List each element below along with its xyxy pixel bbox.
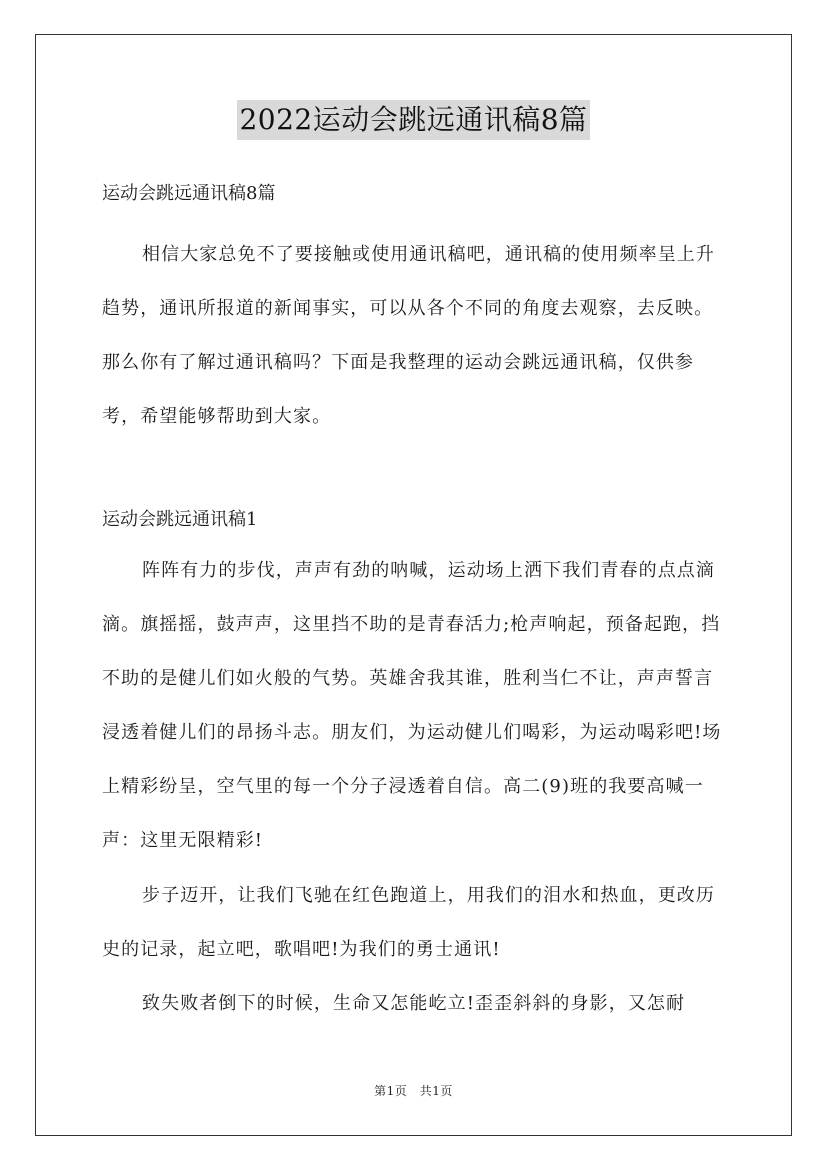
body-paragraph-2: 步子迈开，让我们飞驰在红色跑道上，用我们的泪水和热血，更改历史的记录，起立吧，歌唱吧!为我们的勇士通讯! — [102, 885, 715, 960]
section-heading: 运动会跳远通讯稿1 — [102, 509, 258, 530]
intro-paragraph: 相信大家总免不了要接触或使用通讯稿吧，通讯稿的使用频率呈上升趋势，通讯所报道的新闻事实，可以从各个不同的角度去观察，去反映。那么你有了解过通讯稿吗？下面是我整理的运动会跳远通讯稿，仅供参考，希望能够帮助到大家。 — [102, 244, 715, 427]
document-subtitle: 运动会跳远通讯稿8篇 — [102, 183, 276, 204]
body-paragraph-3: 致失败者倒下的时候，生命又怎能屹立!歪歪斜斜的身影，又怎耐 — [142, 993, 686, 1014]
body-paragraph-1: 阵阵有力的步伐，声声有劲的呐喊，运动场上洒下我们青春的点点滴滴。旗摇摇，鼓声声，这里挡不助的是青春活力;枪声响起，预备起跑，挡不助的是健儿们如火般的气势。英雄舍我其谁，胜利当仁不让，声声誓言浸透着健儿们的昂扬斗志。朋友们，为运动健儿们喝彩，为运动喝彩吧!场上精彩纷呈，空气里的每一个分子浸透着自信。高二(9)班的我要高喊一声：这里无限精彩! — [102, 560, 722, 851]
title-container — [0, 100, 827, 140]
document-title: 2022运动会跳远通讯稿8篇 — [237, 100, 589, 140]
page-footer: 第1页 共1页 — [374, 1084, 453, 1098]
